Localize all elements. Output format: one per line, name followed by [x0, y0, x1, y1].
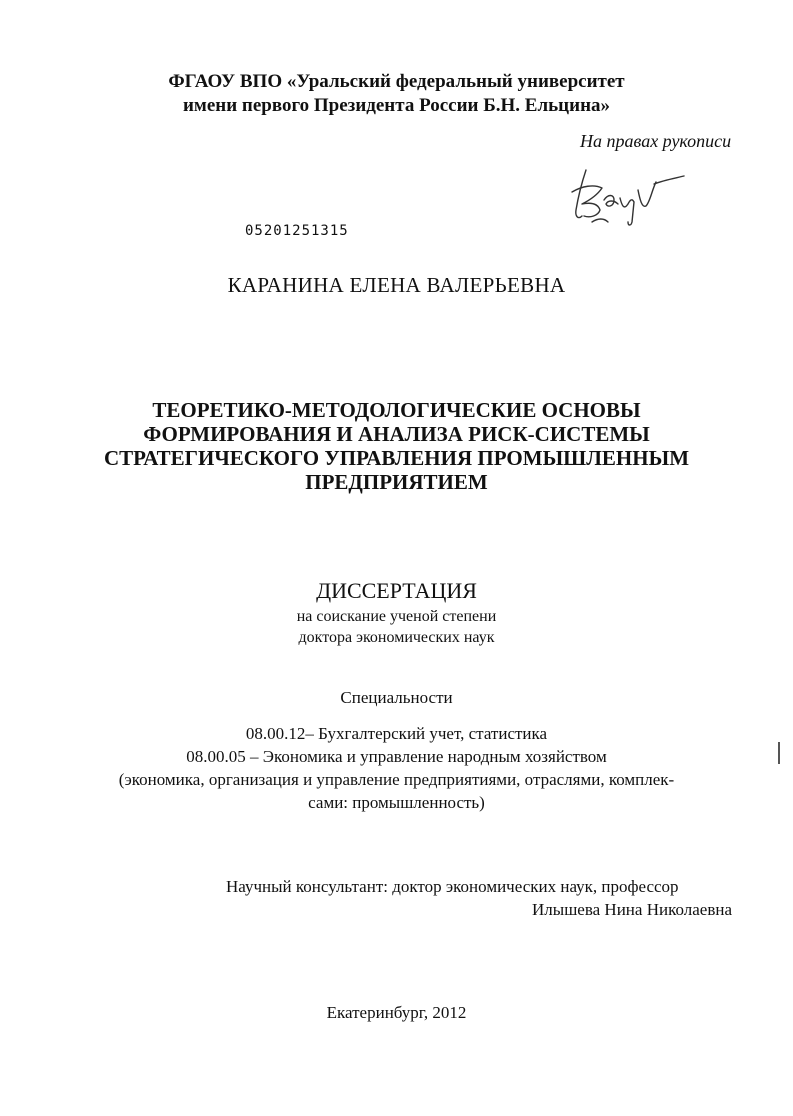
specialty-line-2: 08.00.05 – Экономика и управление народным хозяйством: [186, 747, 607, 766]
specialty-line-1: 08.00.12– Бухгалтерский учет, статистика: [245, 724, 548, 743]
specialties-heading: Специальности: [340, 688, 453, 707]
degree-line-1: на соискание ученой степени: [296, 608, 497, 625]
institution-line-1: ФГАОУ ВПО «Уральский федеральный университет: [168, 71, 625, 92]
specialties-list: [0, 722, 793, 814]
specialty-line-4: сами: промышленность): [308, 793, 485, 812]
manuscript-note: На правах рукописи: [580, 131, 732, 151]
degree-statement: [0, 606, 793, 648]
archive-code: 05201251315: [245, 223, 349, 239]
place-and-year: Екатеринбург, 2012: [326, 1003, 467, 1022]
author-signature: [568, 160, 688, 232]
consultant-name: Илышева Нина Николаевна: [532, 900, 732, 919]
author-name: КАРАНИНА ЕЛЕНА ВАЛЕРЬЕВНА: [227, 273, 566, 297]
consultant-label: Научный консультант: доктор экономических наук, профессор: [226, 877, 679, 896]
title-line-1: ТЕОРЕТИКО-МЕТОДОЛОГИЧЕСКИЕ ОСНОВЫ: [152, 398, 641, 422]
degree-line-2: доктора экономических наук: [298, 629, 495, 646]
dissertation-title: [0, 398, 793, 494]
title-line-3: СТРАТЕГИЧЕСКОГО УПРАВЛЕНИЯ ПРОМЫШЛЕННЫМ: [103, 446, 690, 470]
specialty-line-3: (экономика, организация и управление предприятиями, отраслями, комплек-: [118, 770, 675, 789]
scan-artifact: [778, 742, 780, 764]
institution-line-2: имени первого Президента России Б.Н. Ельцина»: [182, 95, 611, 116]
scientific-consultant: [226, 875, 736, 921]
institution-name: [0, 70, 793, 118]
document-type: ДИССЕРТАЦИЯ: [316, 578, 477, 603]
title-line-2: ФОРМИРОВАНИЯ И АНАЛИЗА РИСК-СИСТЕМЫ: [143, 422, 650, 446]
title-line-4: ПРЕДПРИЯТИЕМ: [305, 470, 488, 494]
